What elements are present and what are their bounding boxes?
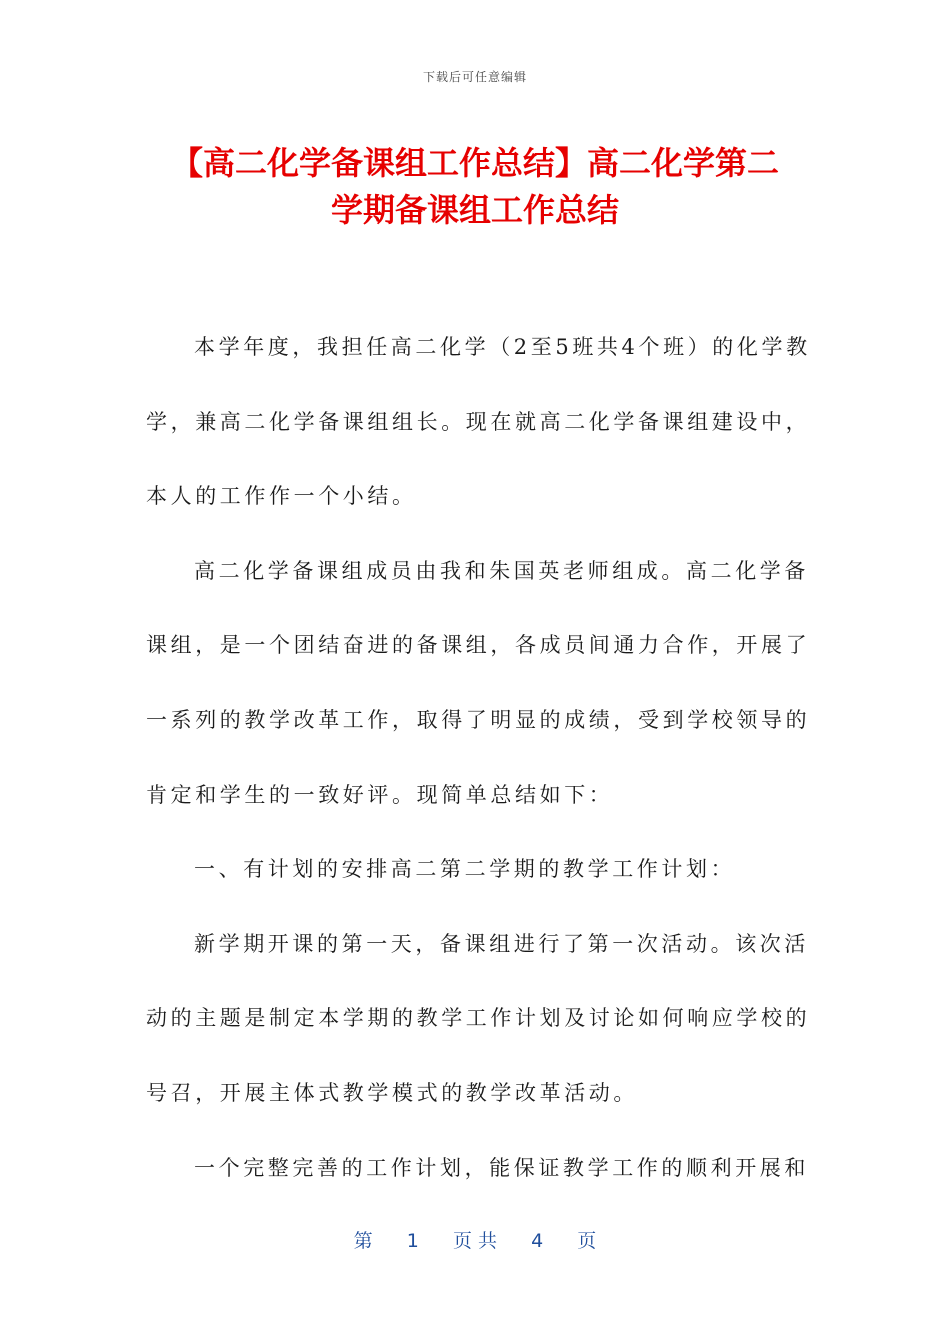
title-line-1: 【高二化学备课组工作总结】高二化学第二 bbox=[170, 144, 779, 182]
body-line: 课组，是一个团结奋进的备课组，各成员间通力合作，开展了 bbox=[146, 633, 811, 658]
body-line: 一个完整完善的工作计划，能保证教学工作的顺利开展和 bbox=[194, 1155, 809, 1180]
title-line-2: 学期备课组工作总结 bbox=[330, 191, 619, 229]
document-body bbox=[146, 310, 811, 1205]
header-note: 下载后可任意编辑 bbox=[422, 70, 527, 84]
body-line: 高二化学备课组成员由我和朱国英老师组成。高二化学备 bbox=[194, 558, 809, 583]
body-line: 肯定和学生的一致好评。现简单总结如下： bbox=[146, 782, 614, 807]
body-line: 新学期开课的第一天，备课组进行了第一次活动。该次活 bbox=[194, 931, 809, 956]
footer-suffix: 页 bbox=[577, 1230, 597, 1252]
section-heading: 一、有计划的安排高二第二学期的教学工作计划： bbox=[194, 857, 736, 882]
body-line: 本人的工作作一个小结。 bbox=[146, 484, 417, 509]
total-pages-number: 4 bbox=[531, 1230, 544, 1252]
body-line: 本学年度，我担任高二化学（2至5班共4个班）的化学教 bbox=[194, 335, 811, 359]
footer-prefix: 第 bbox=[353, 1230, 373, 1252]
current-page-number: 1 bbox=[406, 1230, 419, 1252]
body-line: 号召，开展主体式教学模式的教学改革活动。 bbox=[146, 1080, 638, 1105]
body-line: 动的主题是制定本学期的教学工作计划及讨论如何响应学校的 bbox=[146, 1006, 811, 1031]
footer-middle: 页 共 bbox=[452, 1230, 498, 1252]
document-title bbox=[145, 140, 805, 234]
body-line: 学，兼高二化学备课组组长。现在就高二化学备课组建设中， bbox=[146, 409, 811, 434]
page-footer bbox=[0, 1226, 950, 1253]
body-line: 一系列的教学改革工作，取得了明显的成绩，受到学校领导的 bbox=[146, 707, 811, 732]
